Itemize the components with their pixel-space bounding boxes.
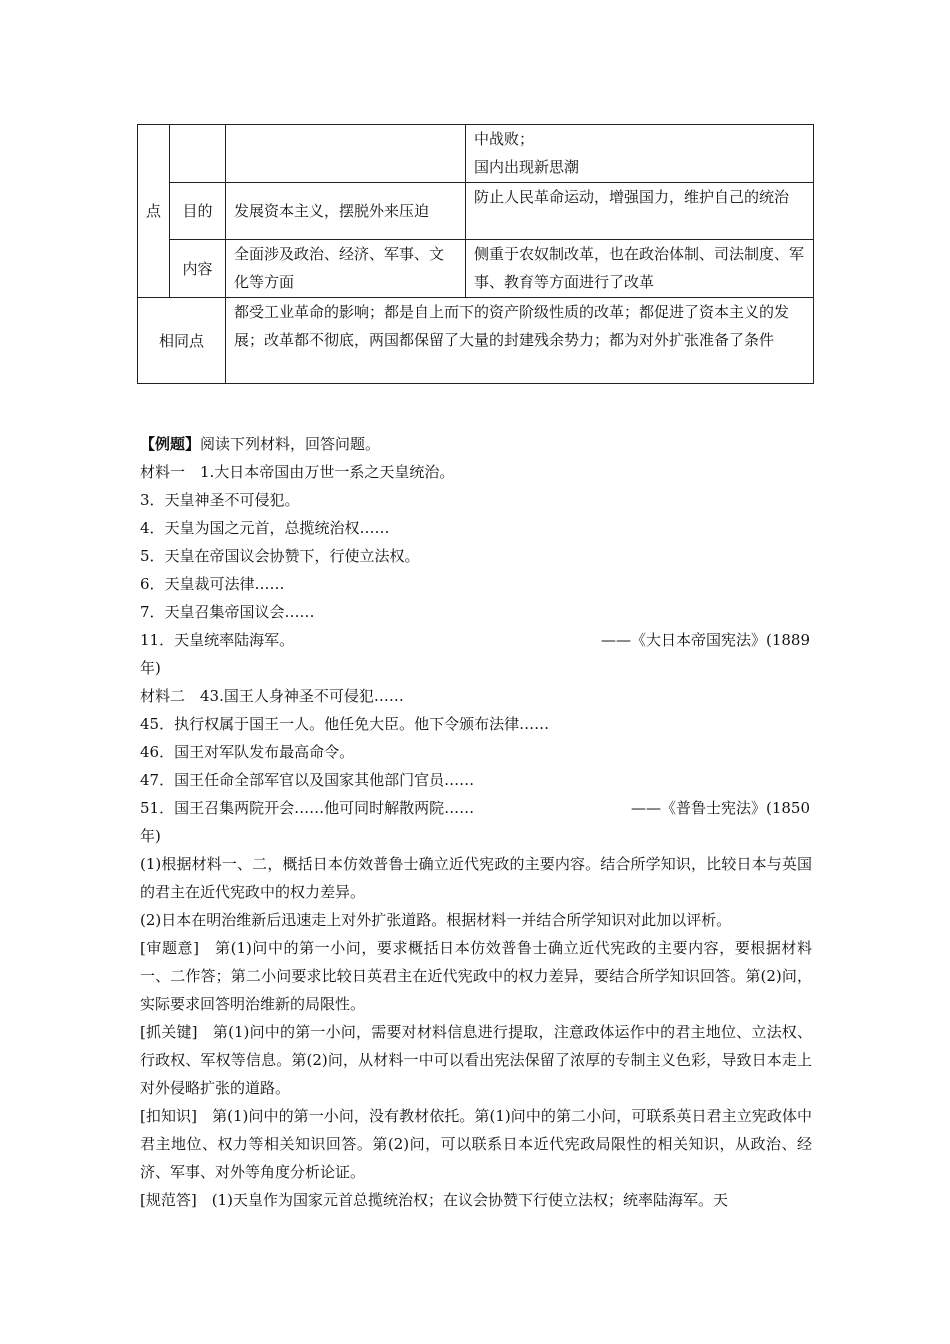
row1-russia-line1: 中战败； — [474, 130, 535, 148]
example-tag: 【例题】 — [140, 435, 201, 453]
material1-source: ——《大日本帝国宪法》(1889 — [600, 631, 810, 649]
purpose-russia: 防止人民革命运动，增强国力，维护自己的统治 — [466, 183, 814, 240]
material2-line: 45．执行权属于国王一人。他任免大臣。他下令颁布法律…… — [140, 715, 550, 733]
row-label-common: 相同点 — [138, 298, 226, 384]
material1-line: 材料一 1.大日本帝国由万世一系之天皇统治。 — [140, 463, 455, 481]
row1-label — [170, 125, 226, 183]
row-header-point: 点 — [138, 125, 170, 298]
key-points-paragraph: [抓关键] 第(1)问中的第一小问，需要对材料信息进行提取，注意政体运作中的君主地位、立法权、行政权、军权等信息。第(2)问，从材料一中可以看出宪法保留了浓厚的专制主义色彩，导致日本走上对外侵略扩张的道路。 — [140, 1023, 812, 1097]
example-heading — [140, 430, 812, 458]
material1-year: 年) — [140, 659, 161, 677]
example-intro: 阅读下列材料，回答问题。 — [200, 435, 381, 453]
material2-line: 47．国王任命全部军官以及国家其他部门官员…… — [140, 771, 475, 789]
question-1: (1)根据材料一、二，概括日本仿效普鲁士确立近代宪政的主要内容。结合所学知识，比较日本与英国的君主在近代宪政中的权力差异。 — [140, 855, 812, 901]
answer-paragraph: [规范答] (1)天皇作为国家元首总揽统治权；在议会协赞下行使立法权；统率陆海军。天 — [140, 1191, 728, 1209]
row-label-content: 内容 — [170, 240, 226, 298]
analysis-paragraph: [审题意] 第(1)问中的第一小问，要求概括日本仿效普鲁士确立近代宪政的主要内容，要根据材料一、二作答；第二小问要求比较日英君主在近代宪政中的权力差异，要结合所学知识回答。第(2)问，实际要求回答明治维新的局限性。 — [140, 939, 812, 1013]
material2-line: 材料二 43.国王人身神圣不可侵犯…… — [140, 687, 404, 705]
row1-japan — [226, 125, 466, 183]
row-label-purpose: 目的 — [170, 183, 226, 240]
knowledge-paragraph: [扣知识] 第(1)问中的第一小问，没有教材依托。第(1)问中的第二小问，可联系英日君主立宪政体中君主地位、权力等相关知识回答。第(2)问，可以联系日本近代宪政局限性的相关知识，从政治、经济、军事、对外等角度分析论证。 — [140, 1107, 812, 1181]
row1-russia-line2: 国内出现新思潮 — [474, 158, 580, 176]
content-russia: 侧重于农奴制改革，也在政治体制、司法制度、军事、教育等方面进行了改革 — [466, 240, 814, 298]
material1-line: 11．天皇统率陆海军。 — [140, 631, 295, 649]
common-points: 都受工业革命的影响；都是自上而下的资产阶级性质的改革；都促进了资本主义的发展；改革都不彻底，两国都保留了大量的封建残余势力；都为对外扩张准备了条件 — [226, 298, 814, 384]
material1-line: 7．天皇召集帝国议会…… — [140, 603, 315, 621]
material1-line: 3．天皇神圣不可侵犯。 — [140, 491, 300, 509]
material1-line: 5．天皇在帝国议会协赞下，行使立法权。 — [140, 547, 420, 565]
material2-year: 年) — [140, 827, 161, 845]
material1-line: 4．天皇为国之元首，总揽统治权…… — [140, 519, 390, 537]
purpose-japan: 发展资本主义，摆脱外来压迫 — [226, 183, 466, 240]
material2-line: 46．国王对军队发布最高命令。 — [140, 743, 355, 761]
content-japan: 全面涉及政治、经济、军事、文化等方面 — [226, 240, 466, 298]
comparison-table — [137, 124, 814, 384]
material2-line: 51．国王召集两院开会……他可同时解散两院…… — [140, 799, 475, 817]
material1-line: 6．天皇裁可法律…… — [140, 575, 285, 593]
question-2: (2)日本在明治维新后迅速走上对外扩张道路。根据材料一并结合所学知识对此加以评析。 — [140, 911, 732, 929]
row1-russia — [466, 125, 814, 183]
material2-source: ——《普鲁士宪法》(1850 — [630, 799, 810, 817]
